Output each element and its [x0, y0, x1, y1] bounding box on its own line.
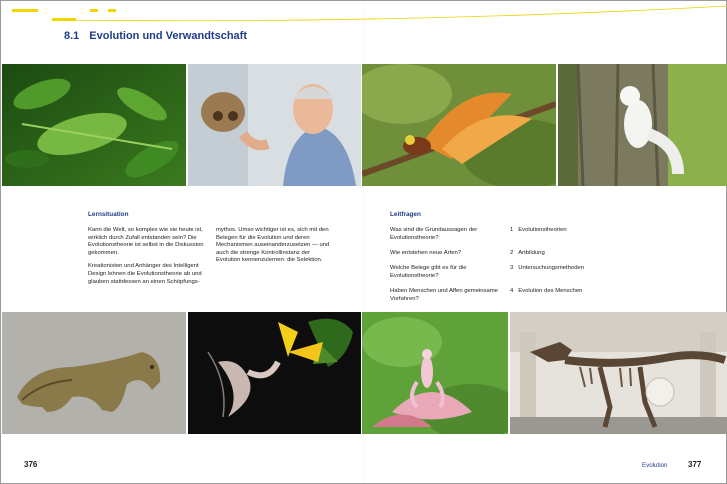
leitfragen-ref-num: 4 [510, 288, 514, 294]
leitfragen-ref-label: Evolution des Menschen [518, 288, 583, 294]
leitfragen-ref-label: Artbildung [518, 250, 545, 256]
photo-bat-with-flower [188, 312, 361, 434]
leitfragen-ref-num: 2 [510, 250, 514, 256]
leitfragen-ref-label: Evolutionstheorien [518, 227, 567, 233]
leitfragen-heading: Leitfragen [390, 211, 421, 218]
leitfragen-ref [510, 288, 582, 296]
chapter-title [64, 30, 247, 42]
lernsituation-heading: Lernsituation [88, 211, 129, 218]
left-page-number: 376 [24, 460, 38, 469]
photo-white-squirrel [558, 64, 727, 186]
photo-scientist-with-skull [188, 64, 361, 186]
top-curve-line [0, 0, 727, 24]
photo-orchid-mantis [362, 312, 508, 434]
leitfragen-question: Was sind die Grundaussagen der Evolutionstheorie? [390, 227, 478, 241]
leitfragen-ref-label: Untersuchungsmethoden [518, 265, 585, 271]
photo-ivory-horse-figurine [2, 312, 186, 434]
photo-t-rex-skeleton [510, 312, 727, 434]
lernsituation-paragraph: Kreationisten und Anhänger des Intelligent Design lehnen die Evolutionstheorie ab und glauben stattdessen an einen Schöpfungs- [88, 263, 202, 285]
lernsituation-col1 [88, 227, 206, 292]
leitfragen-question: Haben Menschen und Affen gemeinsame Vorfahren? [390, 288, 498, 302]
leitfragen-ref [510, 265, 584, 273]
leitfragen-question: Wie entstehen neue Arten? [390, 250, 462, 256]
right-page-number: 377 [688, 460, 702, 469]
chapter-number: 8.1 [64, 30, 80, 42]
running-head: Evolution [642, 462, 668, 469]
leitfragen-question: Welche Belege gibt es für die Evolutionstheorie? [390, 265, 467, 279]
photo-leaf-insect [2, 64, 186, 186]
lernsituation-paragraph: Kann die Welt, so komplex wie sie heute ist, wirklich durch Zufall entstanden sein? Die Evolutionstheorie ist selbst in die Diskussion gekommen. [88, 227, 204, 256]
chapter-title-text: Evolution und Verwandtschaft [89, 30, 247, 42]
lernsituation-paragraph: mythos. Umso wichtiger ist es, sich mit den Belegen für die Evolution und deren Mechanismen auseinanderzusetzen — und auch die strenge Kontrollinstanz der Evolution kennenzulernen: die Selektion. [216, 227, 330, 264]
lernsituation-col2 [216, 227, 334, 271]
leitfragen-ref [510, 227, 567, 235]
leitfragen-ref-num: 3 [510, 265, 514, 271]
leitfragen-ref-num: 1 [510, 227, 514, 233]
photo-bird-of-paradise [362, 64, 556, 186]
leitfragen-ref [510, 250, 545, 258]
